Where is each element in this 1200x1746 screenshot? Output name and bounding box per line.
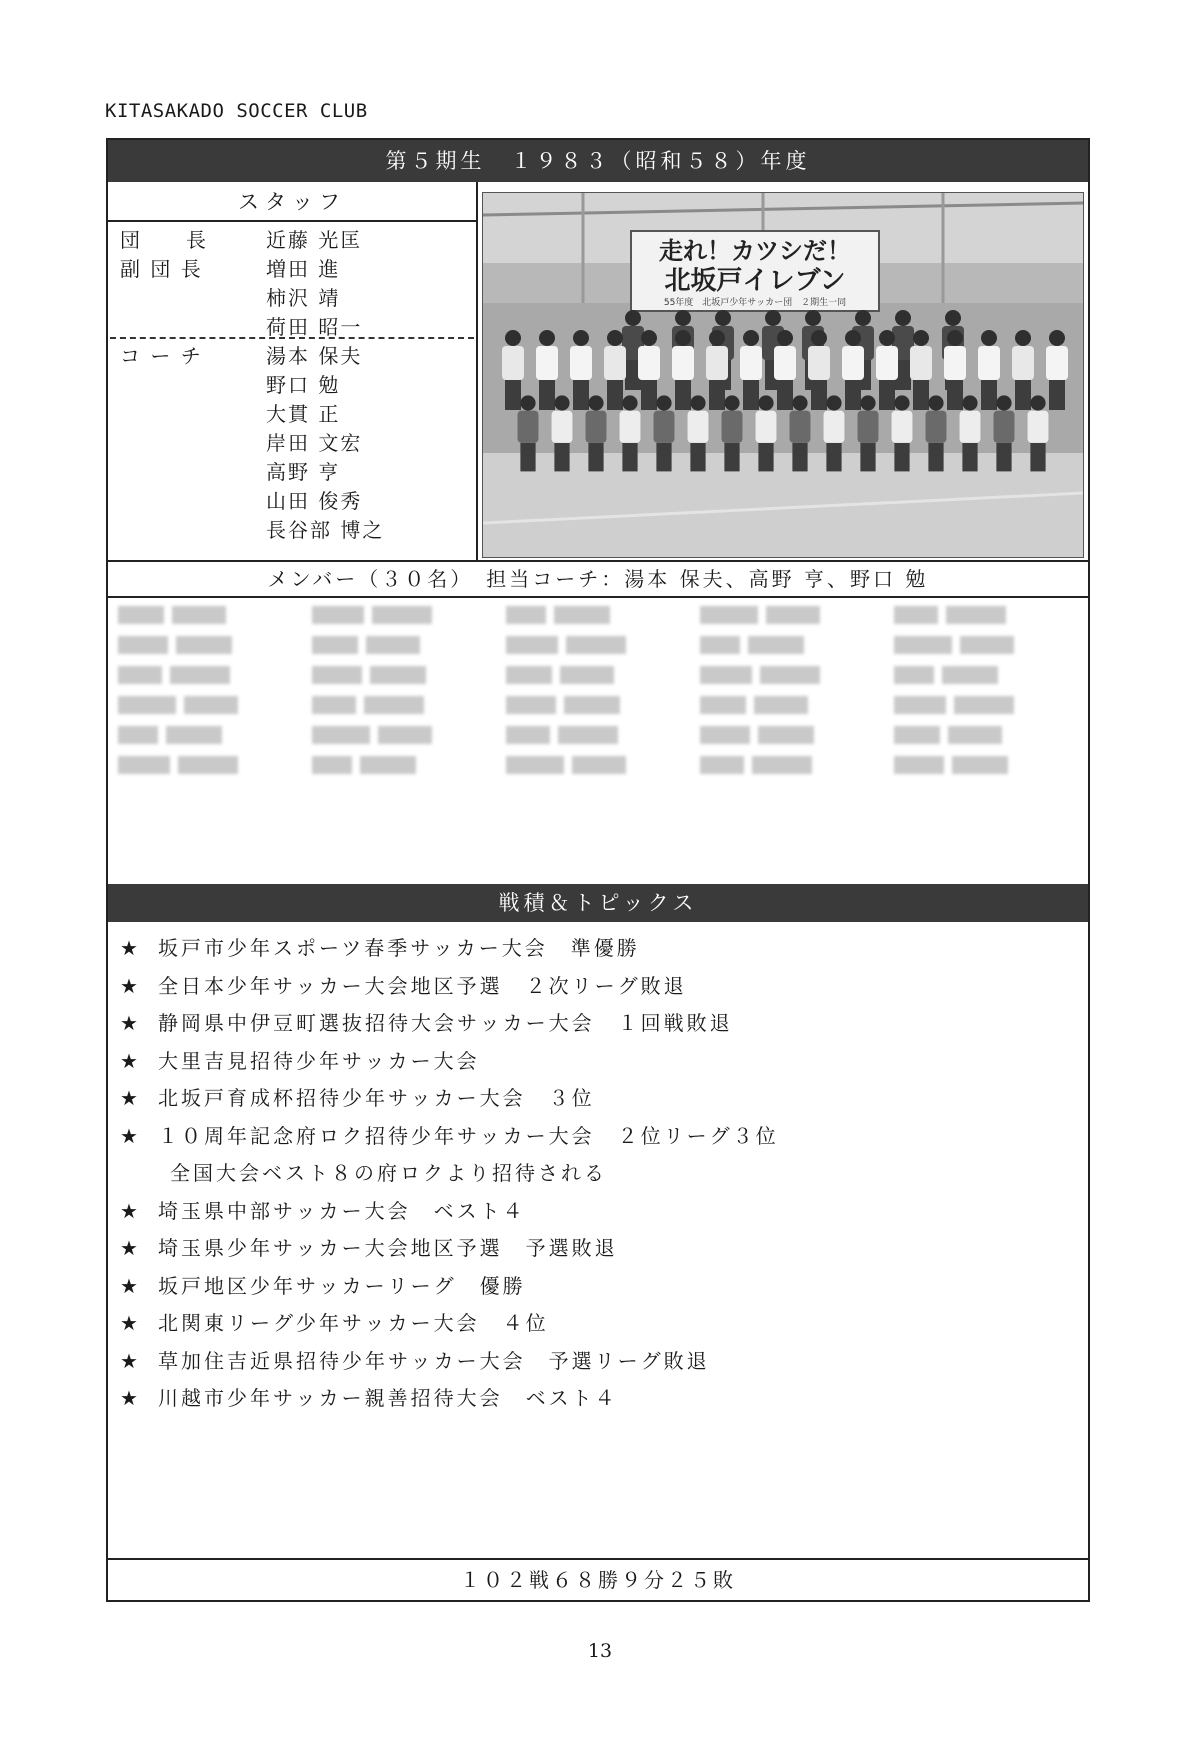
- redacted-given-name: [558, 726, 618, 744]
- staff-photo-divider: [476, 182, 478, 560]
- redacted-surname: [700, 606, 758, 624]
- redacted-surname: [700, 726, 750, 744]
- member-name-redacted: [312, 606, 506, 626]
- redacted-surname: [894, 666, 934, 684]
- redacted-surname: [506, 666, 552, 684]
- redacted-surname: [118, 756, 170, 774]
- redacted-given-name: [370, 666, 426, 684]
- team-photo: [482, 192, 1084, 558]
- redacted-surname: [118, 696, 176, 714]
- star-icon: ★: [120, 1236, 141, 1260]
- staff-row: [120, 255, 384, 284]
- topic-text: 全国大会ベスト８の府ロクより招待される: [170, 1161, 607, 1185]
- season-title: 第５期生 １９８３（昭和５８）年度: [108, 140, 1088, 182]
- member-name-redacted: [700, 726, 894, 746]
- member-name-redacted: [506, 726, 700, 746]
- page-number: 13: [587, 1640, 613, 1662]
- staff-role: 団 長: [120, 228, 208, 252]
- member-name-redacted: [894, 606, 1088, 626]
- staff-name: 荷田 昭一: [266, 315, 363, 339]
- member-list-redacted: [118, 606, 1078, 776]
- member-name-redacted: [894, 696, 1088, 716]
- member-name-redacted: [312, 666, 506, 686]
- club-name: KITASAKADO SOCCER CLUB: [105, 100, 368, 122]
- staff-name: 増田 進: [266, 257, 341, 281]
- member-name-redacted: [700, 636, 894, 656]
- topic-item: [120, 1193, 779, 1231]
- topic-text: 坂戸地区少年サッカーリーグ 優勝: [158, 1273, 526, 1298]
- member-name-redacted: [118, 606, 312, 626]
- redacted-surname: [700, 756, 744, 774]
- photo-banner-line3: 55年度 北坂戸少年サッカー団 ２期生一同: [663, 298, 847, 308]
- redacted-given-name: [752, 756, 812, 774]
- topic-text: 全日本少年サッカー大会地区予選 ２次リーグ敗退: [158, 973, 687, 998]
- redacted-given-name: [170, 666, 230, 684]
- topic-item: [120, 1305, 779, 1343]
- topic-text: 静岡県中伊豆町選抜招待大会サッカー大会 １回戦敗退: [158, 1011, 733, 1035]
- redacted-given-name: [748, 636, 804, 654]
- topic-text: 草加住吉近県招待少年サッカー大会 予選リーグ敗退: [158, 1348, 710, 1373]
- staff-row: [120, 342, 384, 371]
- member-name-redacted: [506, 756, 700, 776]
- staff-name: 山田 俊秀: [266, 489, 363, 513]
- divider-members-heading: [108, 596, 1088, 598]
- topics-heading: 戦積＆トピックス: [108, 884, 1088, 922]
- topic-item: [120, 1118, 779, 1156]
- staff-role: コ ー チ: [120, 344, 203, 368]
- redacted-given-name: [366, 636, 420, 654]
- redacted-given-name: [954, 696, 1014, 714]
- redacted-given-name: [760, 666, 820, 684]
- staff-name: 柿沢 靖: [266, 286, 341, 310]
- member-name-redacted: [700, 666, 894, 686]
- redacted-given-name: [360, 756, 416, 774]
- member-name-redacted: [506, 636, 700, 656]
- topic-text: 北関東リーグ少年サッカー大会 ４位: [158, 1311, 549, 1335]
- member-grid: [118, 606, 1078, 776]
- staff-row: [120, 516, 384, 545]
- redacted-given-name: [758, 726, 814, 744]
- topic-text: 川越市少年サッカー親善招待大会 ベスト４: [158, 1386, 618, 1410]
- member-name-redacted: [118, 726, 312, 746]
- topic-item: [120, 930, 779, 968]
- redacted-surname: [506, 756, 564, 774]
- staff-row: [120, 400, 384, 429]
- redacted-surname: [312, 756, 352, 774]
- topic-text: 坂戸市少年スポーツ春季サッカー大会 準優勝: [158, 936, 640, 960]
- redacted-given-name: [566, 636, 626, 654]
- member-name-redacted: [312, 636, 506, 656]
- redacted-given-name: [952, 756, 1008, 774]
- star-icon: ★: [120, 973, 141, 998]
- staff-list: [120, 226, 384, 545]
- star-icon: ★: [120, 1198, 141, 1223]
- staff-name: 湯本 保夫: [266, 344, 363, 368]
- staff-heading: スタッフ: [238, 190, 346, 214]
- member-name-redacted: [118, 636, 312, 656]
- redacted-surname: [312, 696, 356, 714]
- topic-item: [120, 1005, 779, 1043]
- topic-item: [120, 1343, 779, 1381]
- star-icon: ★: [120, 1311, 141, 1335]
- staff-row: [120, 487, 384, 516]
- redacted-given-name: [554, 606, 610, 624]
- redacted-given-name: [564, 696, 620, 714]
- redacted-surname: [118, 606, 164, 624]
- member-name-redacted: [312, 696, 506, 716]
- members-heading: メンバー（３０名） 担当コーチ：湯本 保夫、高野 亨、野口 勉: [267, 567, 929, 591]
- member-name-redacted: [506, 606, 700, 626]
- member-name-redacted: [894, 636, 1088, 656]
- member-name-redacted: [894, 666, 1088, 686]
- season-record: １０２戦６８勝９分２５敗: [460, 1568, 736, 1592]
- redacted-surname: [894, 696, 946, 714]
- member-name-redacted: [506, 666, 700, 686]
- staff-row: [120, 429, 384, 458]
- member-name-redacted: [894, 726, 1088, 746]
- redacted-surname: [312, 606, 364, 624]
- topic-note: [120, 1155, 779, 1193]
- photo-banner-line1: 走れ！カツシだ！: [659, 237, 851, 265]
- topic-item: [120, 1230, 779, 1268]
- redacted-surname: [700, 696, 746, 714]
- member-name-redacted: [312, 726, 506, 746]
- redacted-surname: [506, 726, 550, 744]
- member-name-redacted: [700, 756, 894, 776]
- photo-banner-line2: 北坂戸イレブン: [664, 266, 846, 296]
- topic-item: [120, 968, 779, 1006]
- topic-text: 埼玉県少年サッカー大会地区予選 予選敗退: [158, 1236, 618, 1260]
- redacted-given-name: [560, 666, 614, 684]
- redacted-surname: [506, 606, 546, 624]
- redacted-given-name: [948, 726, 1002, 744]
- topics-list: [120, 930, 779, 1418]
- team-photo-image: [483, 193, 1083, 557]
- star-icon: ★: [120, 1123, 141, 1148]
- season-sheet: [106, 138, 1090, 1602]
- staff-row: [120, 458, 384, 487]
- redacted-surname: [118, 666, 162, 684]
- staff-role: 副 団 長: [120, 257, 203, 281]
- redacted-surname: [894, 756, 944, 774]
- member-name-redacted: [506, 696, 700, 716]
- staff-row: [120, 226, 384, 255]
- redacted-given-name: [754, 696, 808, 714]
- topic-text: 北坂戸育成杯招待少年サッカー大会 ３位: [158, 1086, 595, 1110]
- redacted-surname: [506, 696, 556, 714]
- redacted-surname: [312, 666, 362, 684]
- staff-row: [120, 284, 384, 313]
- redacted-given-name: [378, 726, 432, 744]
- redacted-given-name: [364, 696, 424, 714]
- redacted-given-name: [960, 636, 1014, 654]
- redacted-surname: [312, 726, 370, 744]
- star-icon: ★: [120, 1348, 141, 1373]
- staff-name: 大貫 正: [266, 402, 341, 426]
- topic-item: [120, 1080, 779, 1118]
- redacted-given-name: [766, 606, 820, 624]
- staff-name: 岸田 文宏: [266, 431, 363, 455]
- redacted-given-name: [372, 606, 432, 624]
- redacted-surname: [312, 636, 358, 654]
- redacted-given-name: [946, 606, 1006, 624]
- redacted-given-name: [178, 756, 238, 774]
- topic-text: 大里吉見招待少年サッカー大会: [158, 1048, 480, 1073]
- member-name-redacted: [118, 666, 312, 686]
- staff-name: 野口 勉: [266, 373, 341, 397]
- redacted-surname: [700, 636, 740, 654]
- redacted-given-name: [172, 606, 226, 624]
- topic-item: [120, 1380, 779, 1418]
- topic-text: １０周年記念府ロク招待少年サッカー大会 ２位リーグ３位: [158, 1123, 779, 1148]
- staff-heading-divider: [108, 220, 478, 222]
- member-name-redacted: [894, 756, 1088, 776]
- redacted-given-name: [184, 696, 238, 714]
- star-icon: ★: [120, 1273, 141, 1298]
- redacted-given-name: [572, 756, 626, 774]
- member-name-redacted: [700, 606, 894, 626]
- redacted-surname: [894, 606, 938, 624]
- topic-text: 埼玉県中部サッカー大会 ベスト４: [158, 1198, 526, 1223]
- redacted-surname: [506, 636, 558, 654]
- member-name-redacted: [700, 696, 894, 716]
- staff-name: 高野 亨: [266, 460, 341, 484]
- staff-row: [120, 371, 384, 400]
- member-name-redacted: [118, 696, 312, 716]
- topic-item: [120, 1268, 779, 1306]
- redacted-surname: [894, 726, 940, 744]
- redacted-surname: [118, 726, 158, 744]
- redacted-given-name: [166, 726, 222, 744]
- member-name-redacted: [118, 756, 312, 776]
- staff-name: 長谷部 博之: [266, 518, 385, 542]
- star-icon: ★: [120, 936, 141, 960]
- star-icon: ★: [120, 1048, 141, 1073]
- redacted-surname: [894, 636, 952, 654]
- redacted-given-name: [942, 666, 998, 684]
- staff-name: 近藤 光匡: [266, 228, 363, 252]
- star-icon: ★: [120, 1386, 141, 1410]
- topic-item: [120, 1043, 779, 1081]
- redacted-given-name: [176, 636, 232, 654]
- member-name-redacted: [312, 756, 506, 776]
- redacted-surname: [700, 666, 752, 684]
- staff-section-dashed-divider: [110, 337, 474, 339]
- star-icon: ★: [120, 1086, 141, 1110]
- star-icon: ★: [120, 1011, 141, 1035]
- redacted-surname: [118, 636, 168, 654]
